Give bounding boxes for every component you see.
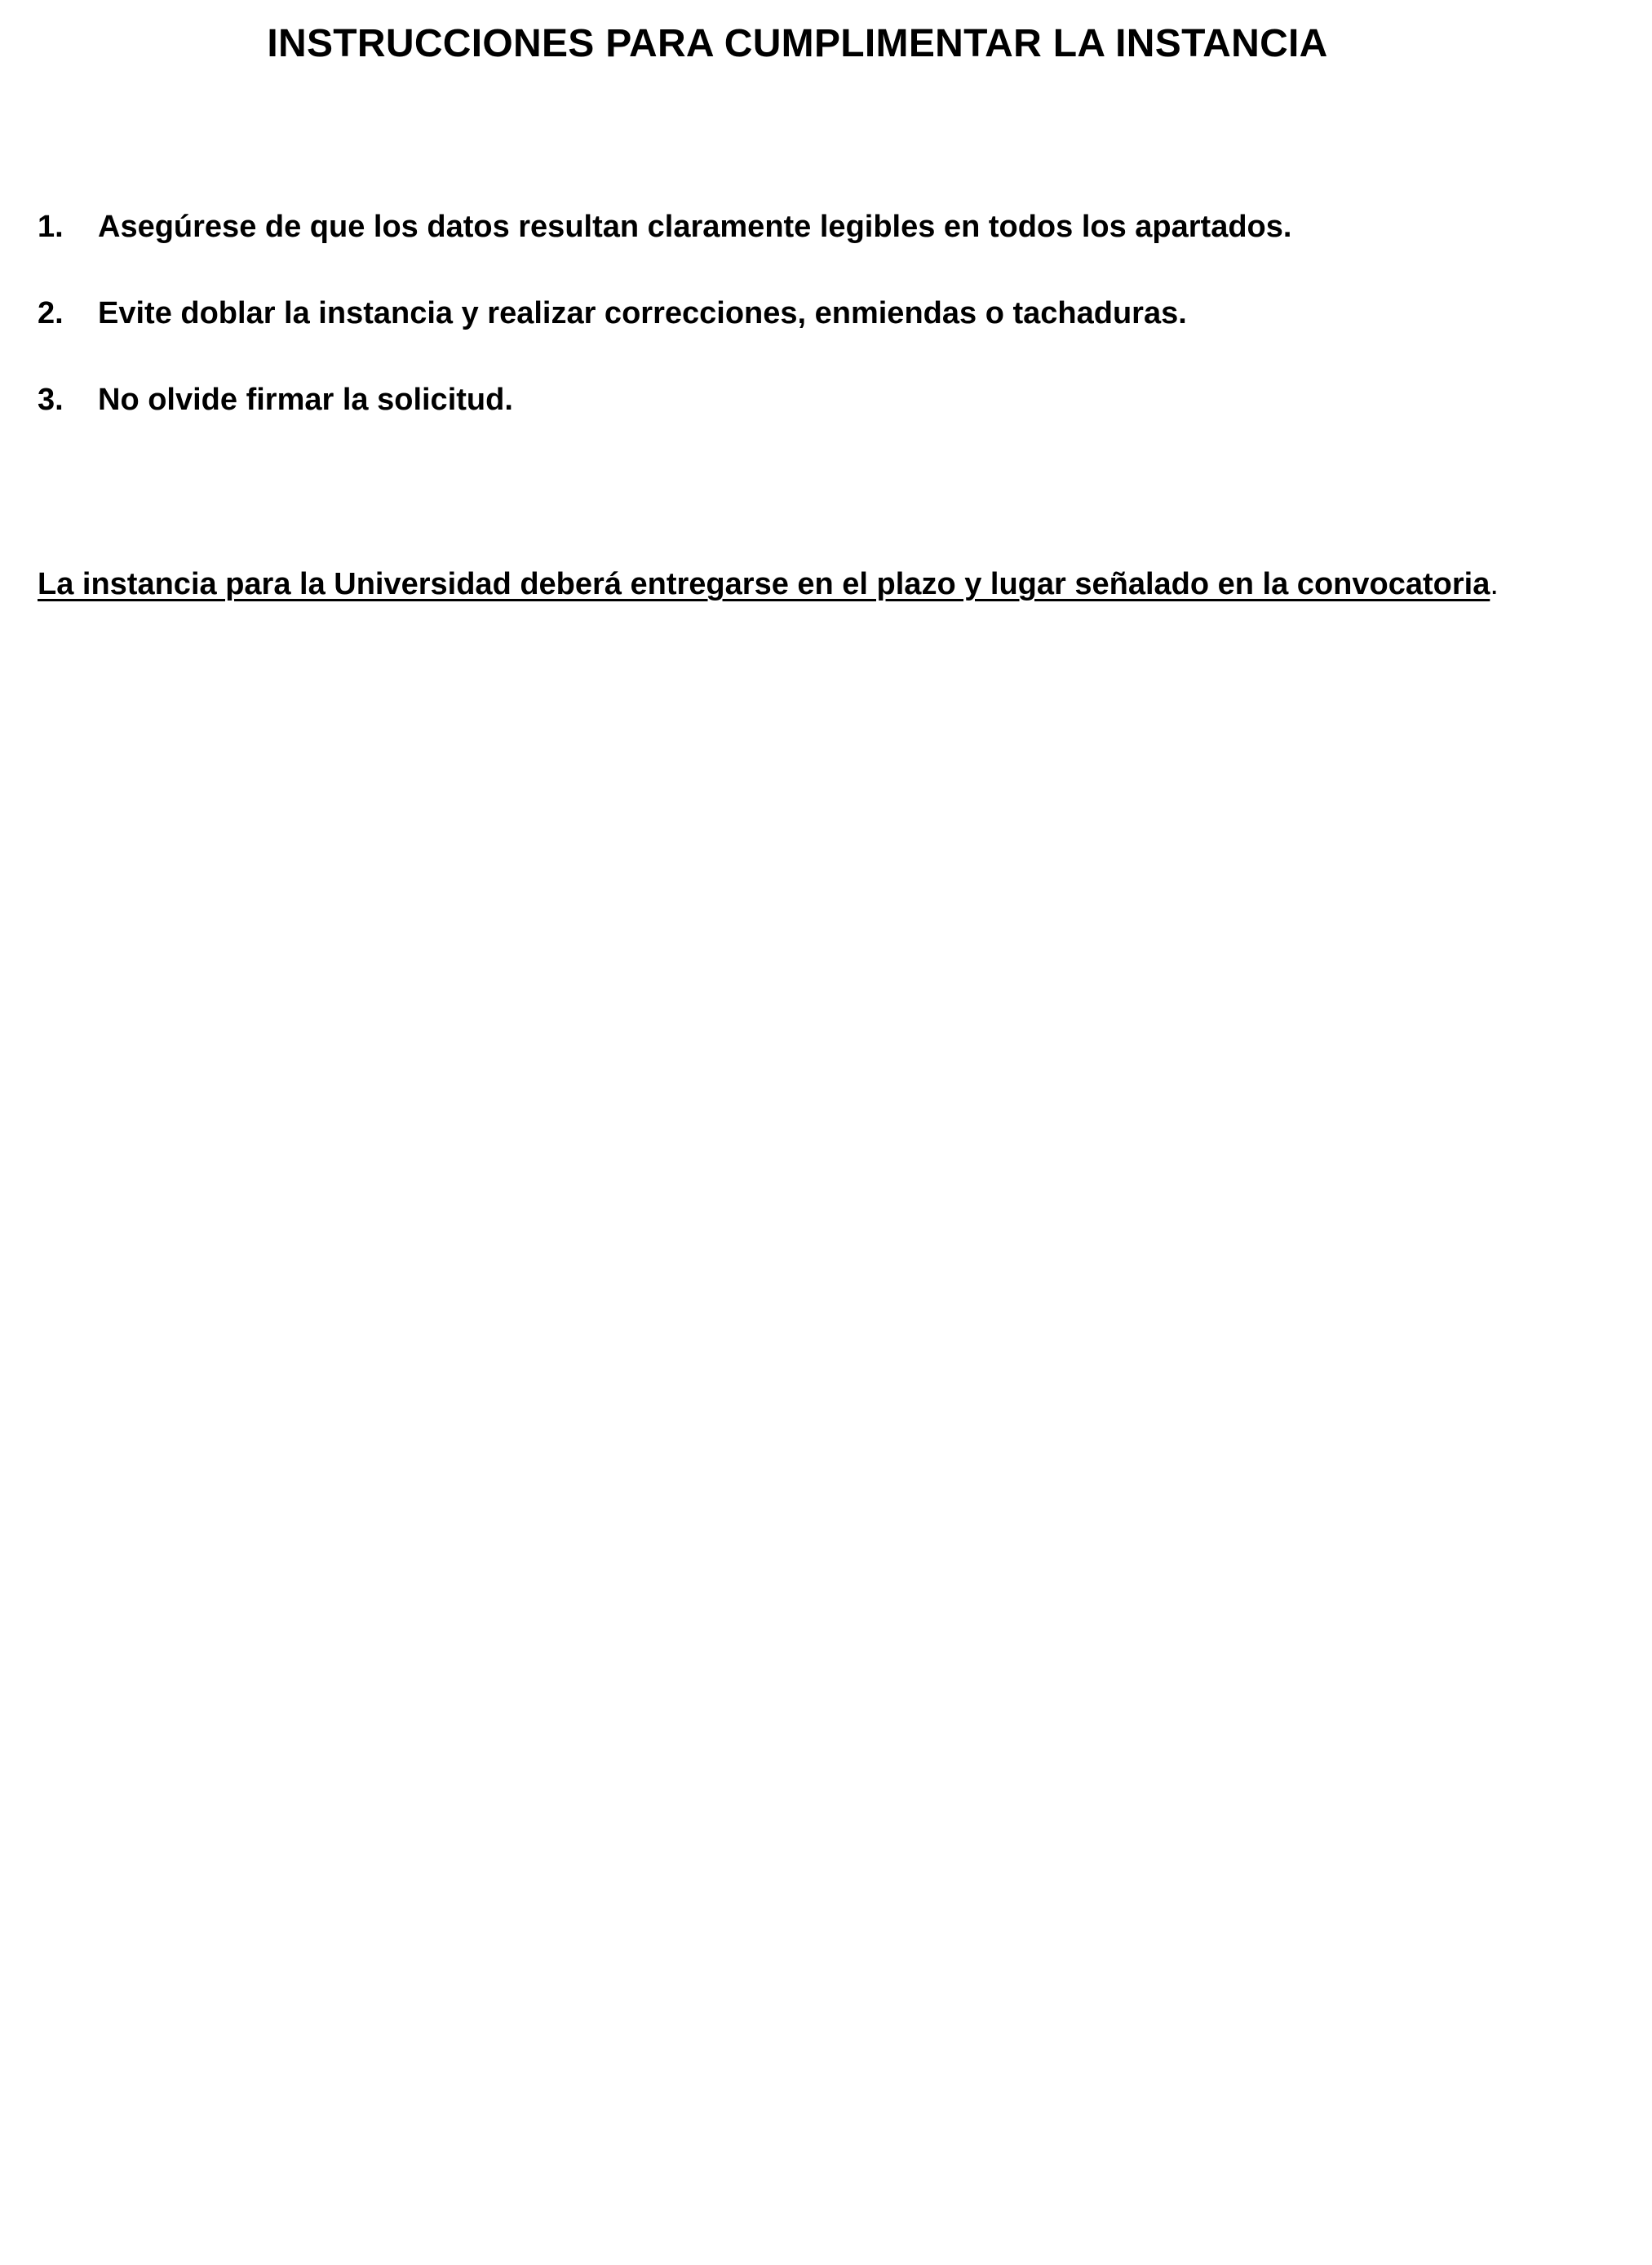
instruction-item	[38, 202, 1291, 251]
instructions-list	[38, 202, 1291, 462]
page-title: INSTRUCCIONES PARA CUMPLIMENTAR LA INSTANCIA	[267, 22, 1328, 65]
instruction-text: Evite doblar la instancia y realizar correcciones, enmiendas o tachaduras.	[98, 296, 1187, 330]
instruction-number: 1.	[38, 210, 64, 244]
instruction-item	[38, 289, 1291, 338]
instruction-text: No olvide firmar la solicitud.	[98, 383, 513, 417]
instruction-text: Asegúrese de que los datos resultan claramente legibles en todos los apartados.	[98, 210, 1292, 244]
instruction-item	[38, 375, 1291, 424]
instruction-number: 2.	[38, 296, 64, 330]
submission-note-period: .	[1490, 567, 1499, 601]
instruction-number: 3.	[38, 383, 64, 417]
submission-note-text: La instancia para la Universidad deberá entregarse en el plazo y lugar señalado en la convocatoria	[38, 567, 1490, 601]
submission-note	[38, 560, 1499, 609]
